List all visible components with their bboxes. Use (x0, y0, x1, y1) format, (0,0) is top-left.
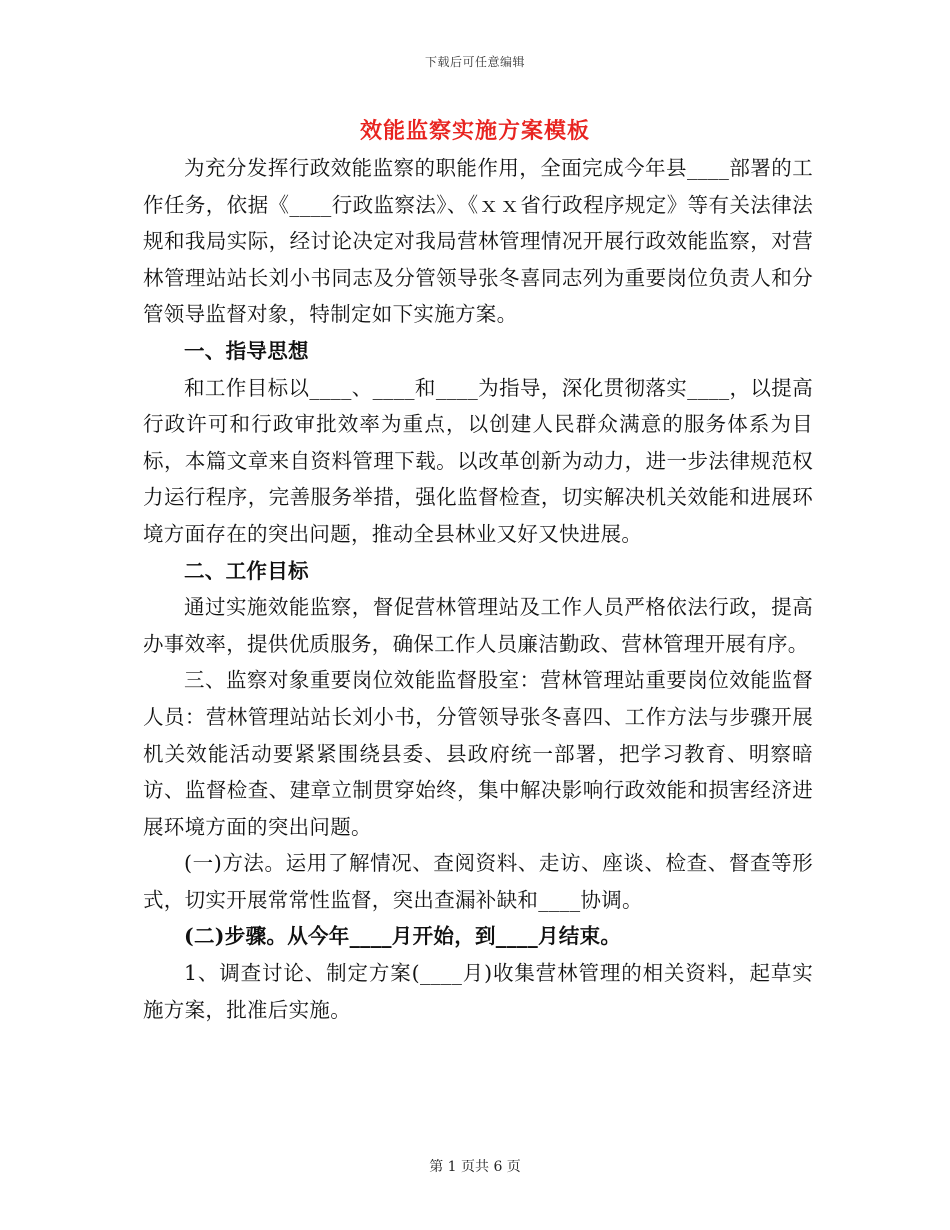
page-footer: 第 1 页共 6 页 (429, 1159, 521, 1175)
document-title: 效能监察实施方案模板 (359, 118, 590, 144)
steps-paragraph: (二)步骤。从今年____月开始，到____月结束。 (184, 924, 622, 949)
step-one-paragraph: 1、调查讨论、制定方案(____月)收集营林管理的相关资料，起草实施方案，批准后实施。 (143, 961, 813, 1022)
intro-paragraph: 为充分发挥行政效能监察的职能作用，全面完成今年县____部署的工作任务，依据《____行政监察法》、《ｘｘ省行政程序规定》等有关法律法规和我局实际，经讨论决定对我局营林管理情况开展行政效能监察，对营林管理站站长刘小书同志及分管领导张冬喜同志列为重要岗位负责人和分管领导监督对象，特制定如下实施方案。 (143, 156, 813, 327)
supervision-targets-paragraph: 三、监察对象重要岗位效能监督股室：营林管理站重要岗位效能监督人员：营林管理站站长刘小书，分管领导张冬喜四、工作方法与步骤开展机关效能活动要紧紧围绕县委、县政府统一部署，把学习教育、明察暗访、监督检查、建章立制贯穿始终，集中解决影响行政效能和损害经济进展环境方面的突出问题。 (143, 668, 813, 839)
section-heading-work-goals: 二、工作目标 (184, 558, 309, 583)
header-note: 下载后可任意编辑 (424, 55, 525, 69)
methods-paragraph: (一)方法。运用了解情况、查阅资料、走访、座谈、检查、督查等形式，切实开展常常性监督，突出查漏补缺和____协调。 (143, 851, 813, 912)
section-heading-guiding-ideology: 一、指导思想 (184, 338, 309, 363)
work-goals-paragraph: 通过实施效能监察，督促营林管理站及工作人员严格依法行政，提高办事效率，提供优质服务，确保工作人员廉洁勤政、营林管理开展有序。 (143, 595, 813, 656)
guiding-ideology-paragraph: 和工作目标以____、____和____为指导，深化贯彻落实____，以提高行政许可和行政审批效率为重点，以创建人民群众满意的服务体系为目标，本篇文章来自资料管理下载。以改革创新为动力，进一步法律规范权力运行程序，完善服务举措，强化监督检查，切实解决机关效能和进展环境方面存在的突出问题，推动全县林业又好又快进展。 (143, 375, 813, 546)
document-body (143, 150, 813, 1028)
